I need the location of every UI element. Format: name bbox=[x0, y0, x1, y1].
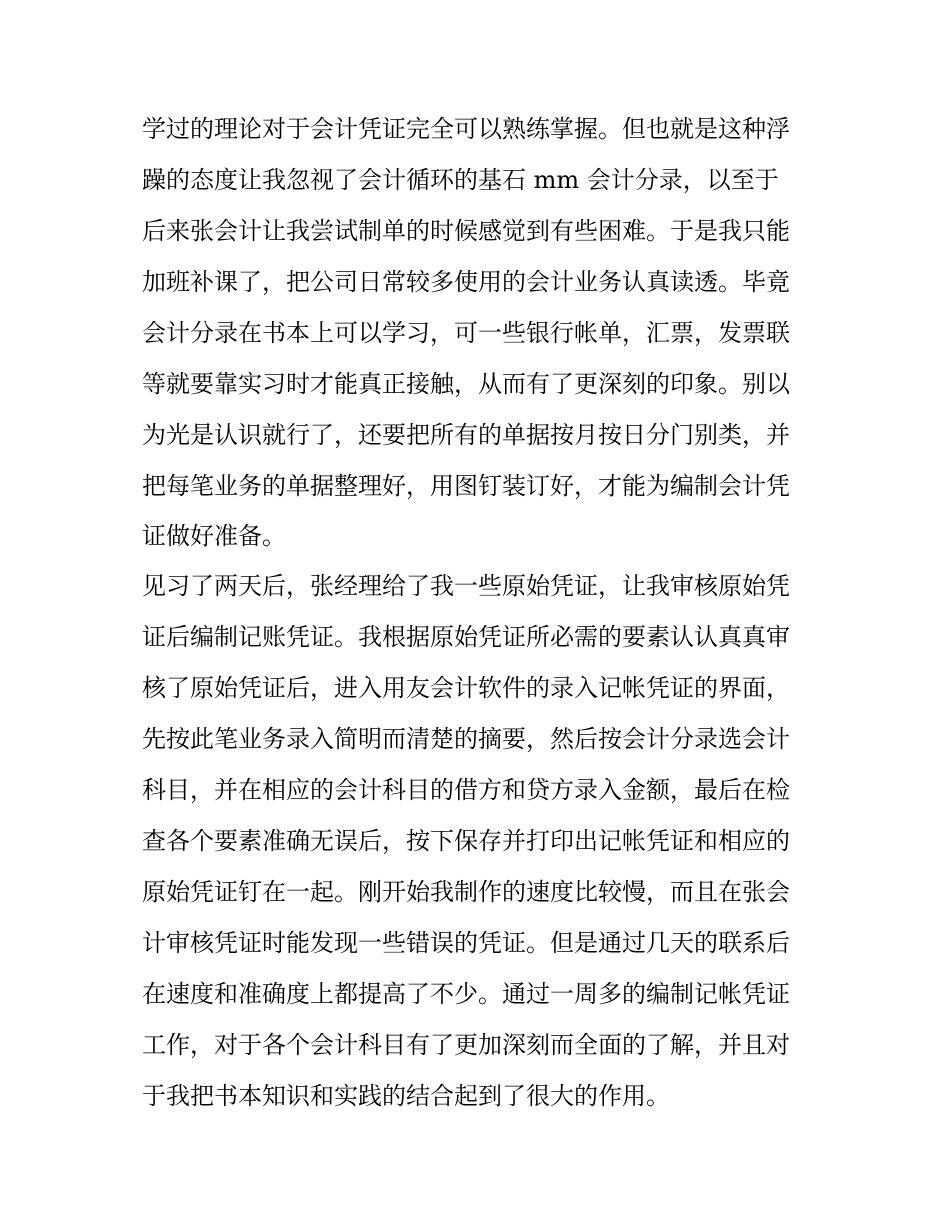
text-line: 见习了两天后，张经理给了我一些原始凭证，让我审核原始凭 bbox=[142, 572, 790, 600]
text-line: 于我把书本知识和实践的结合起到了很大的作用。 bbox=[142, 1082, 670, 1110]
text-line: 原始凭证钉在一起。刚开始我制作的速度比较慢，而且在张会 bbox=[142, 878, 790, 906]
text-line: 核了原始凭证后，进入用友会计软件的录入记帐凭证的界面， bbox=[142, 674, 790, 702]
text-line: 会计分录在书本上可以学习，可一些银行帐单，汇票，发票联 bbox=[142, 319, 790, 347]
paragraph-2 bbox=[142, 561, 822, 1122]
text-line: 证做好准备。 bbox=[142, 522, 286, 550]
text-line: 把每笔业务的单据整理好，用图钉装订好，才能为编制会计凭 bbox=[142, 472, 790, 500]
text-line: 证后编制记账凭证。我根据原始凭证所必需的要素认认真真审 bbox=[142, 623, 790, 651]
body-text bbox=[142, 104, 822, 1122]
text-line: 躁的态度让我忽视了会计循环的基石 mm 会计分录，以至于 bbox=[142, 166, 779, 194]
text-line: 在速度和准确度上都提高了不少。通过一周多的编制记帐凭证 bbox=[142, 980, 790, 1008]
text-line: 学过的理论对于会计凭证完全可以熟练掌握。但也就是这种浮 bbox=[142, 115, 790, 143]
text-line: 加班补课了，把公司日常较多使用的会计业务认真读透。毕竟 bbox=[142, 268, 790, 296]
text-line: 计审核凭证时能发现一些错误的凭证。但是通过几天的联系后 bbox=[142, 929, 790, 957]
text-line: 科目，并在相应的会计科目的借方和贷方录入金额，最后在检 bbox=[142, 776, 790, 804]
text-line: 先按此笔业务录入简明而清楚的摘要，然后按会计分录选会计 bbox=[142, 725, 790, 753]
paragraph-1 bbox=[142, 104, 822, 561]
text-line: 为光是认识就行了，还要把所有的单据按月按日分门别类，并 bbox=[142, 421, 790, 449]
text-line: 查各个要素准确无误后，按下保存并打印出记帐凭证和相应的 bbox=[142, 827, 790, 855]
text-line: 等就要靠实习时才能真正接触，从而有了更深刻的印象。别以 bbox=[142, 370, 790, 398]
text-line: 工作，对于各个会计科目有了更加深刻而全面的了解，并且对 bbox=[142, 1031, 790, 1059]
text-line: 后来张会计让我尝试制单的时候感觉到有些困难。于是我只能 bbox=[142, 217, 790, 245]
